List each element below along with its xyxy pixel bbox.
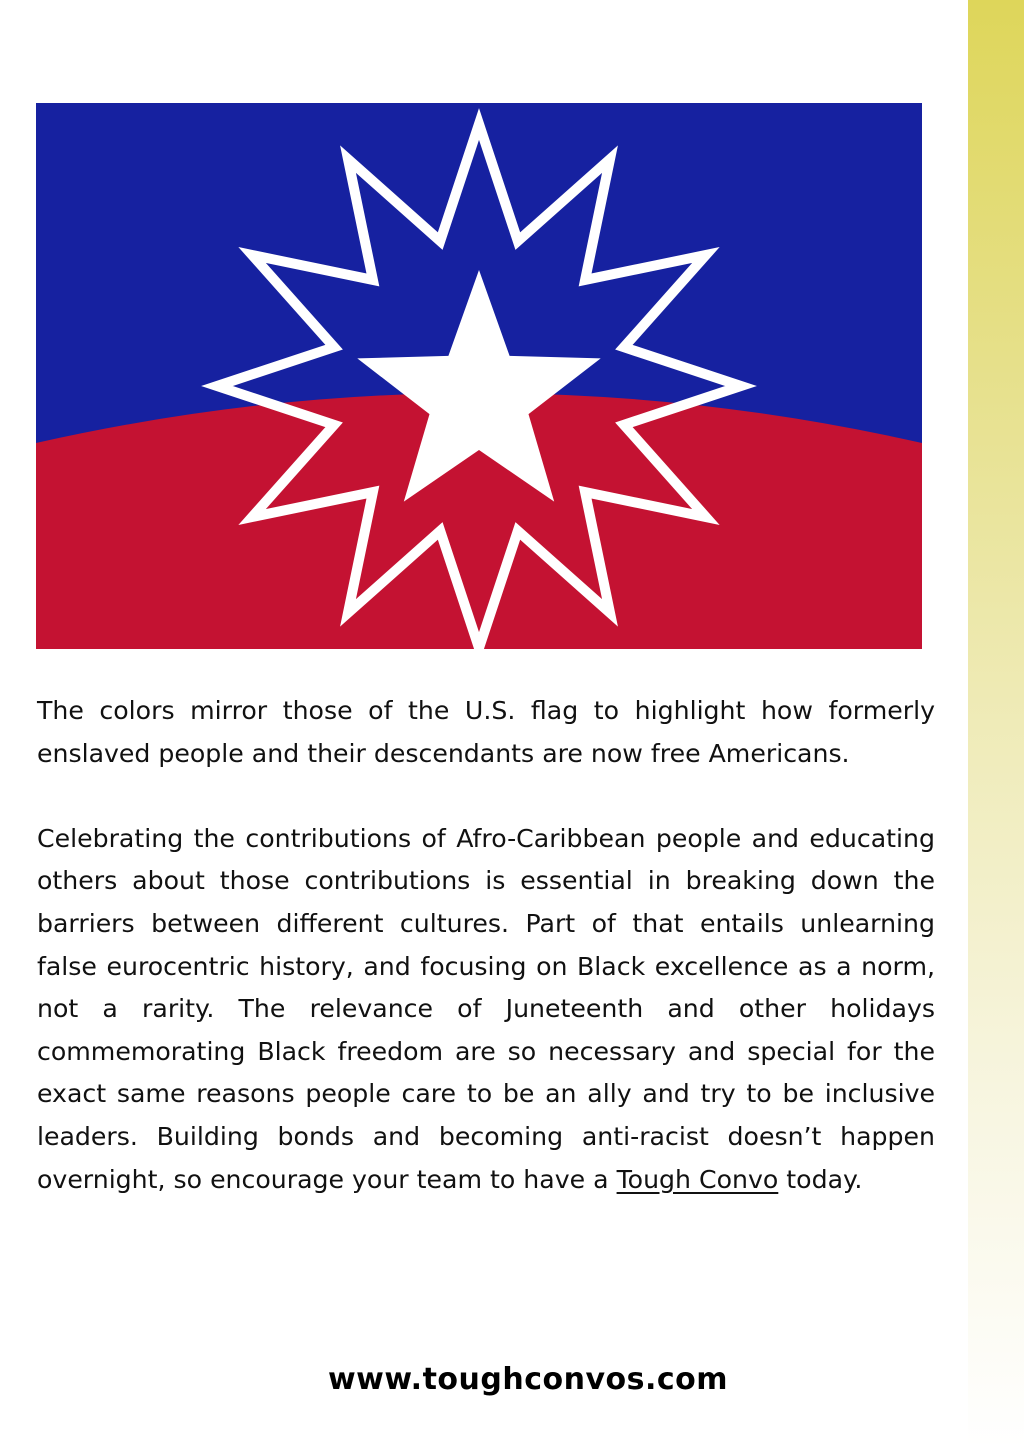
tough-convo-link[interactable]: Tough Convo xyxy=(616,1164,779,1194)
decorative-side-stripe xyxy=(968,0,1024,1448)
paragraph-celebrating-end: today. xyxy=(778,1164,863,1194)
paragraph-celebrating-text: Celebrating the contributions of Afro-Caribbean people and educating others about those contributions is essential in breaking down the barriers between different cultures. Part of that entails unlearning false eurocentric history, and focusing on Black excellence as a norm, not a rarity. The relevance of Juneteenth and other holidays commemorating Black freedom are so necessary and special for the exact same reasons people care to be an ally and try to be inclusive leaders. Building bonds and becoming anti-racist doesn’t happen overnight, so encourage your team to have a xyxy=(37,823,935,1194)
juneteenth-flag-image xyxy=(36,103,922,649)
footer-website-url[interactable]: www.toughconvos.com xyxy=(327,1362,729,1397)
juneteenth-flag-graphic xyxy=(36,103,922,649)
paragraph-celebrating xyxy=(37,818,935,1201)
article-body xyxy=(37,690,935,1201)
paragraph-flag-colors: The colors mirror those of the U.S. flag to highlight how formerly enslaved people and their descendants are now free Americans. xyxy=(37,696,935,768)
